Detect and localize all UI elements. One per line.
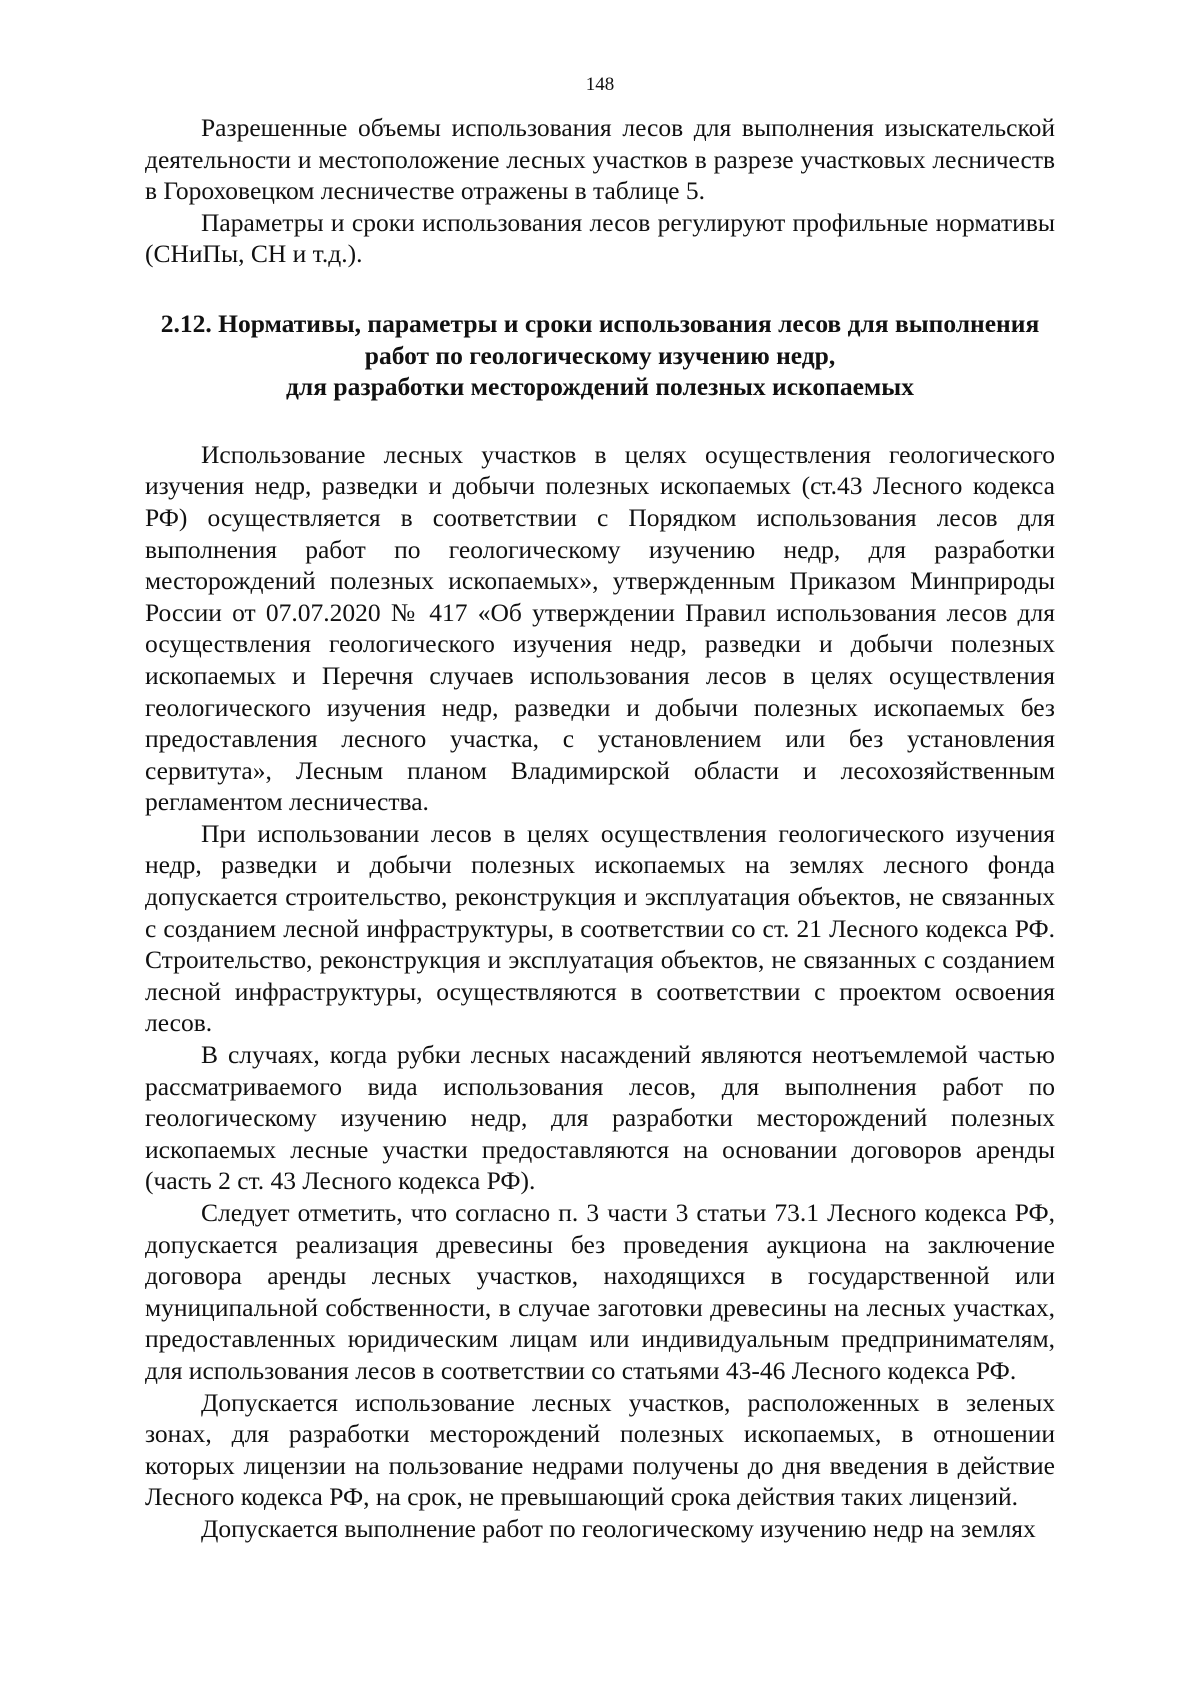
- section-heading-line: работ по геологическому изучению недр,: [364, 340, 836, 370]
- paragraph: Допускается выполнение работ по геологическому изучению недр на землях: [201, 1513, 1036, 1543]
- paragraph: Использование лесных участков в целях осуществления геологического изучения недр, разведки и добычи полезных ископаемых (ст.43 Лесного кодекса РФ) осуществляется в соответствии с Порядком использования лесов для выполнения работ по геологическому изучению недр, для разработки месторождений полезных ископаемых», утвержденным Приказом Минприроды России от 07.07.2020 № 417 «Об утверждении Правил использования лесов для осуществления геологического изучения недр, разведки и добычи полезных ископаемых и Перечня случаев использования лесов в целях осуществления геологического изучения недр, разведки и добычи полезных ископаемых без предоставления лесного участка, с установлением или без установления сервитута», Лесным планом Владимирской области и лесохозяйственным регламентом лесничества.: [145, 439, 1055, 817]
- paragraph: В случаях, когда рубки лесных насаждений являются неотъемлемой частью рассматриваемого вида использования лесов, для выполнения работ по геологическому изучению недр, для разработки месторождений полезных ископаемых лесные участки предоставляются на основании договоров аренды (часть 2 ст. 43 Лесного кодекса РФ).: [145, 1040, 1055, 1196]
- paragraph: При использовании лесов в целях осуществления геологического изучения недр, разведки и добычи полезных ископаемых на землях лесного фонда допускается строительство, реконструкция и эксплуатация объектов, не связанных с созданием лесной инфраструктуры, в соответствии со ст. 21 Лесного кодекса РФ. Строительство, реконструкция и эксплуатация объектов, не связанных с созданием лесной инфраструктуры, осуществляются в соответствии с проектом освоения лесов.: [145, 818, 1055, 1038]
- paragraph: Параметры и сроки использования лесов регулируют профильные нормативы (СНиПы, СН и т.д.).: [145, 207, 1055, 269]
- page-content: [145, 112, 1055, 1545]
- paragraph: Разрешенные объемы использования лесов для выполнения изыскательской деятельности и местоположение лесных участков в разрезе участковых лесничеств в Гороховецком лесничестве отражены в таблице 5.: [145, 113, 1055, 206]
- section-heading: [145, 308, 1055, 403]
- section-heading-line: 2.12. Нормативы, параметры и сроки использования лесов для выполнения: [160, 308, 1040, 338]
- section-heading-line: для разработки месторождений полезных ископаемых: [286, 372, 914, 402]
- paragraph: Следует отметить, что согласно п. 3 части 3 статьи 73.1 Лесного кодекса РФ, допускается реализация древесины без проведения аукциона на заключение договора аренды лесных участков, находящихся в государственной или муниципальной собственности, в случае заготовки древесины на лесных участках, предоставленных юридическим лицам или индивидуальным предпринимателям, для использования лесов в соответствии со статьями 43-46 Лесного кодекса РФ.: [145, 1198, 1055, 1385]
- page-number: 148: [585, 74, 615, 95]
- paragraph: Допускается использование лесных участков, расположенных в зеленых зонах, для разработки месторождений полезных ископаемых, в отношении которых лицензии на пользование недрами получены до дня введения в действие Лесного кодекса РФ, на срок, не превышающий срока действия таких лицензий.: [145, 1387, 1055, 1512]
